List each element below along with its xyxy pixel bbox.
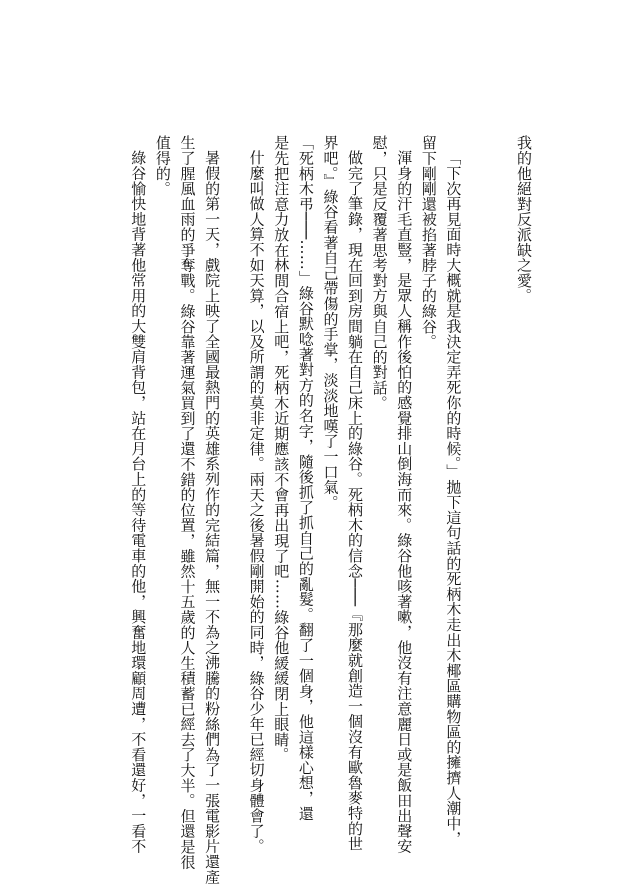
paragraph-line: 渾身的汗毛直豎，是眾人稱作後怕的感覺排山倒海而來。綠谷他咳著嗽，他沒有注意麗日或是飯田出聲安 [395,150,414,854]
vertical-text-block [126,135,536,884]
paragraph-line: 界吧。』綠谷看著自己帶傷的手掌，淡淡地嘆了一口氣。 [321,135,340,510]
paragraph-line: 什麼叫做人算不如天算，以及所謂的莫非定律。兩天之後暑假剛開始的同時，綠谷少年已經切身體會了。 [247,150,266,854]
paragraph-line: 留下剛剛還被掐著脖子的綠谷。 [419,135,438,350]
paragraph-line: 值得的。 [153,135,172,197]
paragraph-line: 「下次再見面時大概就是我決定弄死你的時候。」拋下這句話的死柄木走出木椰區購物區的擁擠人潮中， [444,150,463,847]
paragraph-line: 是先把注意力放在林間合宿上吧，死柄木近期應該不會再出現了吧……綠谷他緩緩閉上眼睛。 [272,135,291,763]
paragraph-line: 綠谷愉快地背著他常用的大雙肩背包，站在月台上的等待電車的他，興奮地環顧周遭，不看還好，一看不 [129,150,148,854]
paragraph-line: 慰，只是反覆著思考對方與自己的對話。 [370,135,389,411]
paragraph-line: 生了腥風血雨的爭奪戰。綠谷靠著運氣買到了還不錯的位置，雖然十五歲的人生積蓄已經去了大半。但還是很 [178,135,197,870]
paragraph-line: 「死柄木弔───……」綠谷默唸著對方的名字，隨後抓了抓自己的亂髮。翻了一個身，他這樣心想，還 [296,135,315,821]
paragraph-line: 暑假的第一天，戲院上映了全國最熱門的英雄系列作的完結篇，無一不為之沸騰的粉絲們為了一張電影片還產 [203,150,222,884]
document-title: 我的他絕對反派缺之愛。 [515,135,533,304]
paragraph-line: 做完了筆錄，現在回到房間躺在自己床上的綠谷。死柄木的信念───『那麼就創造一個沒有歐魯麥特的世 [346,150,365,852]
